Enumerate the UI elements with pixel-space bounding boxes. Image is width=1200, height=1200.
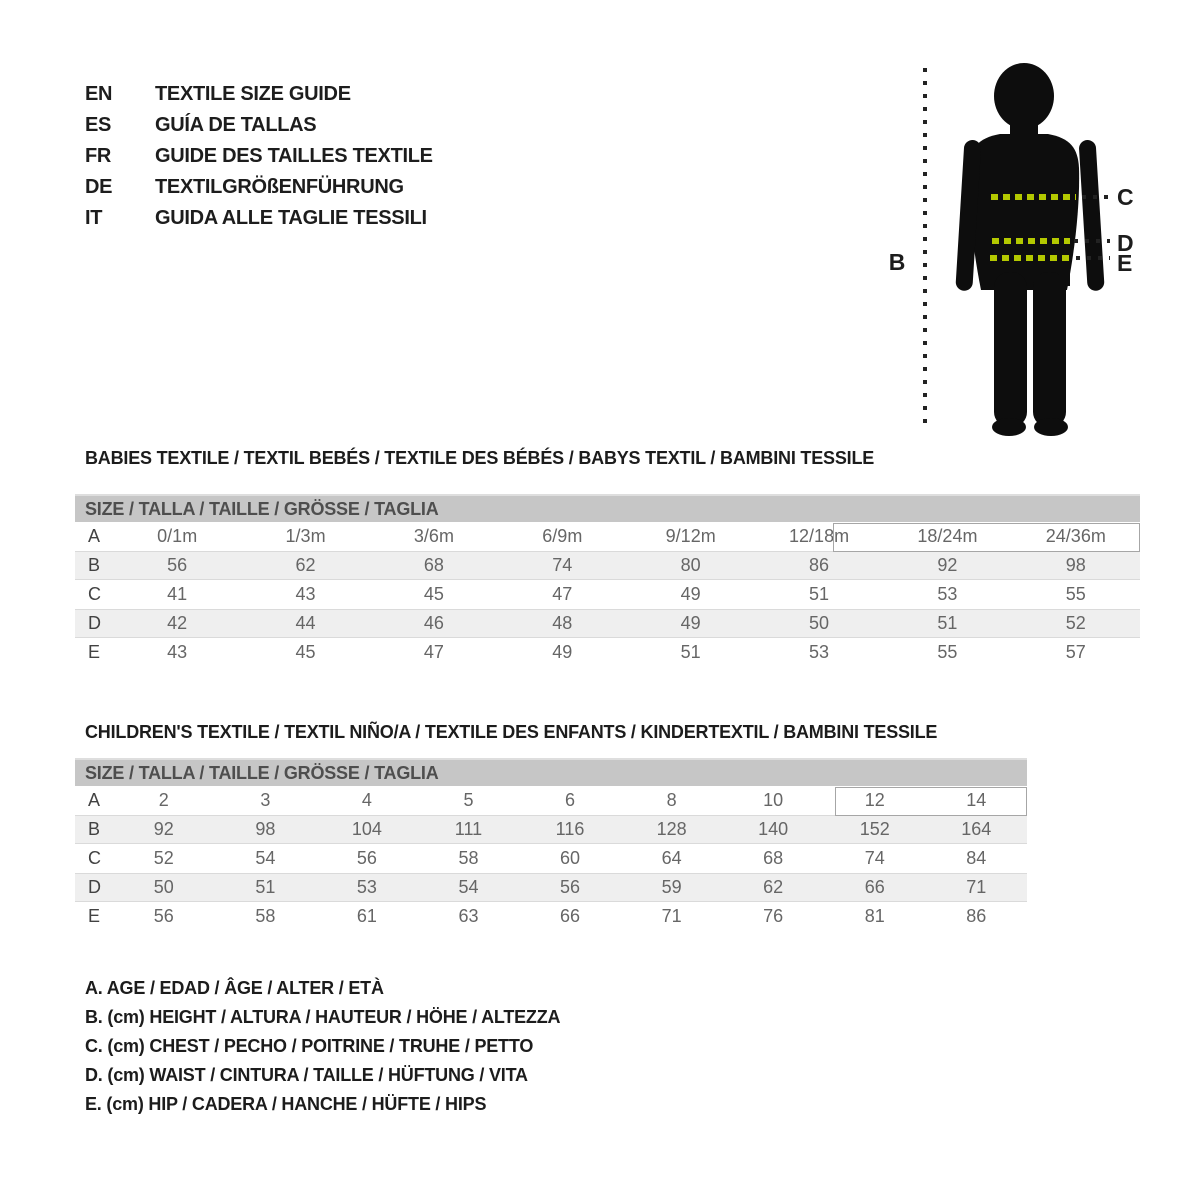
babies-size-header: SIZE / TALLA / TAILLE / GRÖSSE / TAGLIA (75, 494, 1140, 522)
table-cell: 49 (680, 613, 701, 633)
table-cell: 56 (153, 906, 174, 926)
legend-line: E. (cm) HIP / CADERA / HANCHE / HÜFTE / HIPS (85, 1094, 487, 1114)
table-cell: 47 (552, 584, 573, 604)
table-cell: 52 (153, 848, 174, 868)
language-code: IT (85, 207, 103, 229)
table-cell: 49 (552, 642, 573, 662)
row-label: C (88, 848, 101, 868)
table-cell: 10 (763, 790, 784, 810)
language-title: GUIDA ALLE TAGLIE TESSILI (155, 207, 427, 229)
table-cell: 47 (423, 642, 444, 662)
children-section-heading: CHILDREN'S TEXTILE / TEXTIL NIÑO/A / TEXTILE DES ENFANTS / KINDERTEXTIL / BAMBINI TESSILE (85, 722, 938, 742)
table-cell: 1/3m (285, 526, 326, 546)
table-cell: 74 (864, 848, 885, 868)
table-row (75, 638, 1140, 667)
language-code: EN (85, 83, 113, 105)
table-cell: 61 (356, 906, 377, 926)
table-cell: 43 (295, 584, 316, 604)
measurement-legend (85, 974, 560, 1119)
table-cell: 53 (356, 877, 377, 897)
table-row (75, 580, 1140, 609)
child-measurement-figure (860, 40, 1200, 460)
table-cell: 104 (351, 819, 382, 839)
table-cell: 50 (809, 613, 830, 633)
table-cell: 0/1m (157, 526, 198, 546)
table-cell: 51 (680, 642, 701, 662)
table-cell: 46 (423, 613, 444, 633)
table-row (75, 551, 1140, 580)
table-cell: 60 (560, 848, 581, 868)
table-cell: 45 (295, 642, 316, 662)
row-label: C (88, 584, 101, 604)
table-cell: 55 (1065, 584, 1086, 604)
table-cell: 56 (356, 848, 377, 868)
language-code: ES (85, 114, 112, 136)
table-cell: 55 (937, 642, 958, 662)
table-cell: 43 (167, 642, 188, 662)
table-cell: 2 (158, 790, 169, 810)
table-cell: 140 (758, 819, 789, 839)
children-size-highlight-box (835, 787, 1027, 816)
child-silhouette-icon (955, 63, 1104, 436)
row-label: D (88, 877, 101, 897)
language-title: TEXTILE SIZE GUIDE (155, 83, 351, 105)
hip-line-label: E (1117, 250, 1133, 276)
children-size-header: SIZE / TALLA / TAILLE / GRÖSSE / TAGLIA (75, 758, 1027, 786)
table-cell: 128 (656, 819, 687, 839)
table-cell: 63 (458, 906, 479, 926)
table-cell: 98 (255, 819, 276, 839)
table-cell: 24/36m (1045, 526, 1106, 546)
table-cell: 3 (260, 790, 271, 810)
row-label: B (88, 819, 101, 839)
table-cell: 71 (661, 906, 682, 926)
table-cell: 68 (763, 848, 784, 868)
table-cell: 44 (295, 613, 316, 633)
table-cell: 71 (966, 877, 987, 897)
babies-section-heading: BABIES TEXTILE / TEXTIL BEBÉS / TEXTILE DES BÉBÉS / BABYS TEXTIL / BAMBINI TESSILE (85, 448, 875, 468)
height-line-label: B (888, 249, 906, 275)
language-list (85, 79, 433, 234)
row-label: B (88, 555, 101, 575)
babies-size-highlight-box (833, 523, 1140, 552)
table-cell: 3/6m (413, 526, 454, 546)
table-cell: 56 (167, 555, 188, 575)
table-cell: 66 (560, 906, 581, 926)
language-row (85, 141, 433, 172)
table-cell: 164 (961, 819, 992, 839)
table-cell: 6 (565, 790, 576, 810)
table-row (75, 902, 1027, 931)
table-cell: 92 (937, 555, 958, 575)
language-row (85, 110, 433, 141)
legend-line: D. (cm) WAIST / CINTURA / TAILLE / HÜFTUNG / VITA (85, 1065, 528, 1085)
table-cell: 42 (167, 613, 188, 633)
table-cell: 116 (555, 819, 585, 839)
chest-line-label: C (1117, 184, 1134, 210)
table-cell: 152 (859, 819, 890, 839)
table-cell: 59 (661, 877, 682, 897)
language-row (85, 79, 433, 110)
language-title: GUIDE DES TAILLES TEXTILE (155, 145, 433, 167)
table-row (75, 873, 1027, 902)
table-cell: 9/12m (665, 526, 716, 546)
table-cell: 66 (864, 877, 885, 897)
table-cell: 76 (763, 906, 784, 926)
table-cell: 68 (423, 555, 444, 575)
table-cell: 8 (666, 790, 677, 810)
table-cell: 111 (454, 819, 483, 839)
table-cell: 86 (966, 906, 987, 926)
table-cell: 12 (864, 790, 885, 810)
table-cell: 54 (255, 848, 276, 868)
table-cell: 98 (1065, 555, 1086, 575)
table-cell: 58 (255, 906, 276, 926)
table-row (75, 844, 1027, 873)
table-row (75, 609, 1140, 638)
waist-line-label: D (1117, 230, 1134, 256)
language-row (85, 172, 433, 203)
table-cell: 52 (1065, 613, 1086, 633)
table-cell: 54 (458, 877, 479, 897)
table-cell: 18/24m (917, 526, 978, 546)
row-label: E (88, 906, 101, 926)
row-label: E (88, 642, 101, 662)
table-cell: 41 (167, 584, 188, 604)
row-label: D (88, 613, 101, 633)
table-cell: 92 (153, 819, 174, 839)
table-cell: 6/9m (542, 526, 583, 546)
table-cell: 49 (680, 584, 701, 604)
table-cell: 45 (423, 584, 444, 604)
table-cell: 4 (361, 790, 372, 810)
language-code: FR (85, 145, 112, 167)
language-row (85, 203, 433, 234)
table-cell: 58 (458, 848, 479, 868)
table-cell: 48 (552, 613, 573, 633)
table-cell: 51 (809, 584, 830, 604)
table-cell: 84 (966, 848, 987, 868)
language-code: DE (85, 176, 113, 198)
table-cell: 53 (809, 642, 830, 662)
table-cell: 57 (1065, 642, 1086, 662)
table-cell: 50 (153, 877, 174, 897)
table-cell: 81 (864, 906, 885, 926)
table-cell: 14 (966, 790, 987, 810)
table-cell: 12/18m (789, 526, 850, 546)
legend-line: B. (cm) HEIGHT / ALTURA / HAUTEUR / HÖHE / ALTEZZA (85, 1007, 561, 1027)
language-title: TEXTILGRÖßENFÜHRUNG (155, 176, 404, 198)
legend-line: A. AGE / EDAD / ÂGE / ALTER / ETÀ (85, 978, 384, 998)
table-cell: 56 (560, 877, 581, 897)
table-cell: 51 (255, 877, 276, 897)
table-cell: 86 (809, 555, 830, 575)
table-cell: 64 (661, 848, 682, 868)
table-cell: 62 (295, 555, 316, 575)
language-title: GUÍA DE TALLAS (155, 114, 317, 136)
table-cell: 51 (937, 613, 958, 633)
row-label: A (88, 790, 101, 810)
legend-line: C. (cm) CHEST / PECHO / POITRINE / TRUHE / PETTO (85, 1036, 534, 1056)
table-cell: 80 (680, 555, 701, 575)
row-label: A (88, 526, 101, 546)
table-cell: 74 (552, 555, 573, 575)
table-row (75, 815, 1027, 844)
table-cell: 5 (463, 790, 474, 810)
table-cell: 53 (937, 584, 958, 604)
table-cell: 62 (763, 877, 784, 897)
